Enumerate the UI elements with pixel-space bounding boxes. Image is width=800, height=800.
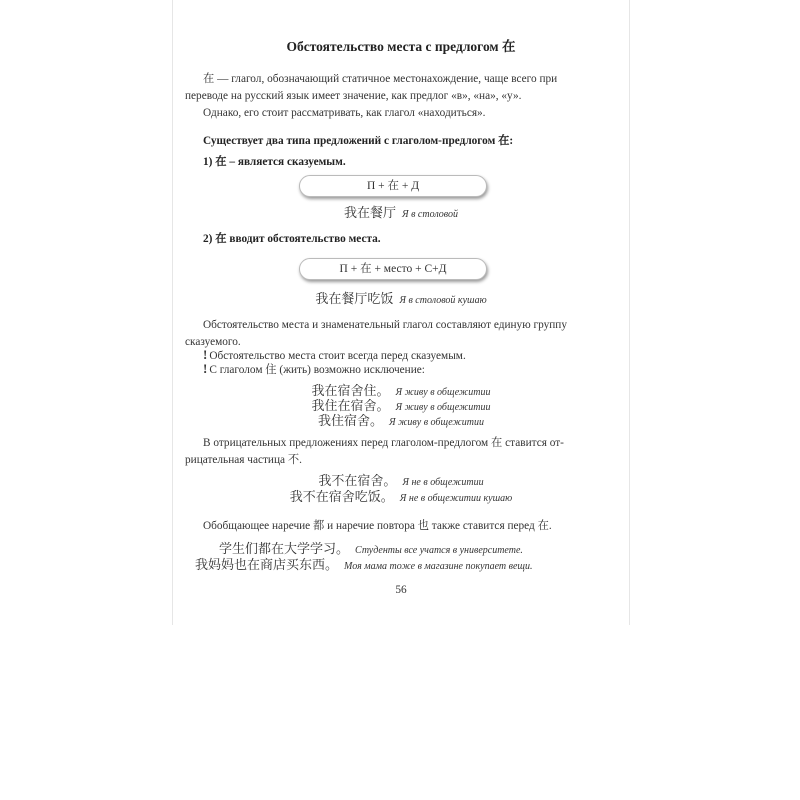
document-page — [172, 0, 630, 625]
negation-line-1: В отрицательных предложениях перед глаголом-предлогом 在 ставится от- — [203, 437, 564, 449]
example-ru: Я живу в общежитии — [395, 402, 491, 413]
type1-label: 1) 在 – является сказуемым. — [203, 156, 346, 168]
example-ru: Я живу в общежитии — [395, 387, 491, 398]
example-zh: 我在餐厅 — [343, 205, 396, 220]
example-ru: Я не в общежитии кушаю — [399, 493, 513, 504]
exception-example — [173, 384, 629, 400]
example-zh: 我在餐厅吃饭 — [315, 291, 394, 306]
example-zh: 我在宿舍住。 — [311, 383, 390, 398]
adverb-example — [195, 558, 532, 574]
note-text: Обстоятельство места стоит всегда перед сказуемым. — [209, 350, 466, 362]
note-1 — [203, 348, 466, 363]
example-zh: 我不在宿舍。 — [318, 473, 397, 488]
adverb-example — [219, 542, 523, 558]
exclamation-icon: ! — [203, 347, 208, 362]
type1-formula-box: П + 在 + Д — [299, 175, 487, 197]
example-ru: Моя мама тоже в магазине покупает вещи. — [344, 561, 533, 572]
adverbs-note: Обобщающее наречие 都 и наречие повтора 也 также ставится перед 在. — [203, 520, 552, 532]
page-title: Обстоятельство места с предлогом 在 — [286, 39, 516, 54]
type2-formula-box: П + 在 + место + С+Д — [299, 258, 487, 280]
example-zh: 我不在宿舍吃饭。 — [289, 489, 394, 504]
group-note-line-2: сказуемого. — [185, 336, 241, 348]
example-ru: Студенты все учатся в университете. — [355, 545, 523, 556]
types-heading: Существует два типа предложений с глаголом-предлогом 在: — [203, 135, 514, 147]
example-ru: Я не в общежитии — [402, 477, 484, 488]
intro-line-1: 在 — глагол, обозначающий статичное местонахождение, чаще всего при — [203, 73, 558, 85]
example-ru: Я в столовой — [402, 209, 459, 220]
intro-line-2: переводе на русский язык имеет значение, как предлог «в», «на», «у». — [185, 90, 522, 102]
note-2 — [203, 362, 425, 377]
example-ru: Я живу в общежитии — [389, 417, 484, 428]
example-zh: 我住在宿舍。 — [311, 398, 390, 413]
exception-example — [173, 414, 629, 430]
group-note-line-1: Обстоятельство места и знаменательный глагол составляют единую группу — [203, 319, 567, 331]
example-ru: Я в столовой кушаю — [399, 295, 487, 306]
negation-line-2: рицательная частица 不. — [185, 454, 302, 466]
example-zh: 学生们都在大学学习。 — [219, 541, 350, 556]
intro-line-3: Однако, его стоит рассматривать, как глагол «находиться». — [203, 107, 486, 119]
example-zh: 我住宿舍。 — [318, 413, 384, 428]
page-number: 56 — [395, 584, 407, 596]
negation-example — [173, 474, 629, 490]
type1-example — [173, 206, 629, 222]
note-text: С глаголом 住 (жить) возможно исключение: — [209, 364, 425, 376]
exception-example — [173, 399, 629, 415]
negation-example — [173, 490, 629, 506]
type2-example — [173, 292, 629, 308]
exclamation-icon: ! — [203, 361, 208, 376]
type2-label: 2) 在 вводит обстоятельство места. — [203, 233, 381, 245]
example-zh: 我妈妈也在商店买东西。 — [195, 557, 339, 572]
